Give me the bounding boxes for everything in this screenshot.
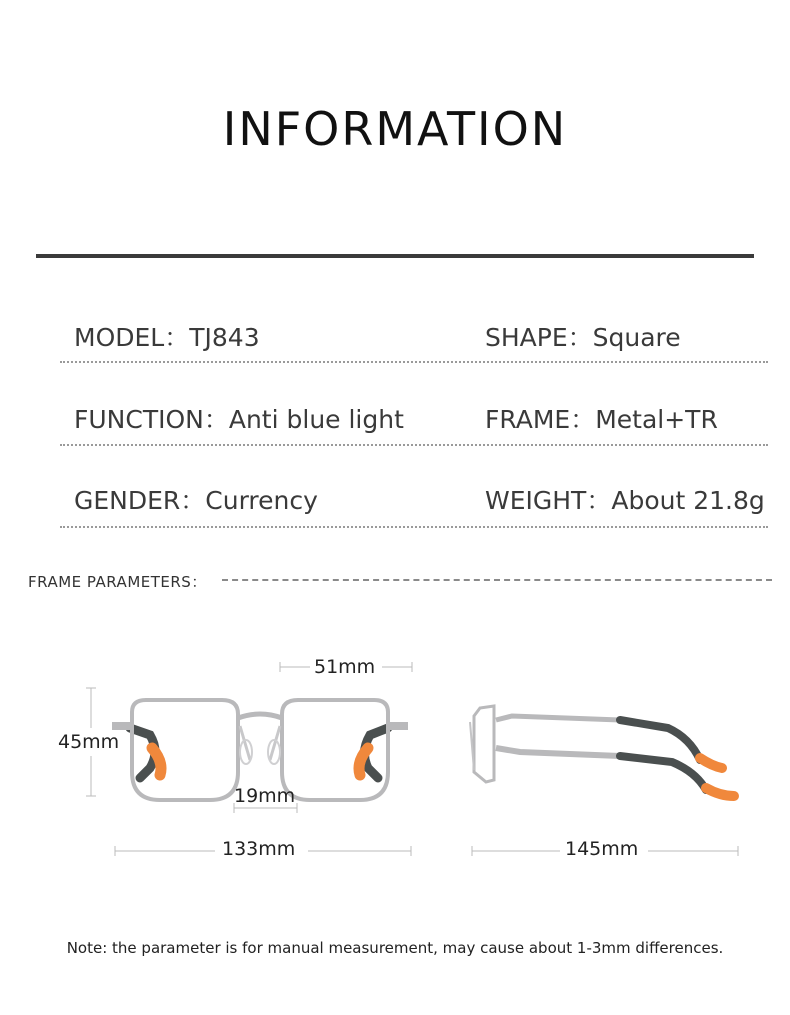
side-front-rim [474,706,494,782]
spec-weight-value: About 21.8g [611,486,765,515]
upper-temple-tip [700,758,722,768]
frame-parameters-label: FRAME PARAMETERS： [28,573,207,591]
nose-pad-arms [240,726,280,760]
lens-width-label: 51mm [314,656,376,678]
lower-temple-dark [620,756,706,790]
right-hinge [386,722,408,730]
spec-shape-label: SHAPE： [485,323,593,352]
spec-gender-label: GENDER： [74,486,206,515]
lower-temple-tip [706,788,734,796]
left-hinge [112,722,134,730]
spec-gender-value: Currency [205,486,318,515]
bridge [238,714,282,718]
spec-frame-value: Metal+TR [595,405,718,434]
spec-shape-value: Square [592,323,681,352]
temple-length-label: 145mm [565,838,639,860]
bridge-width-label: 19mm [234,785,296,807]
spec-function-label: FUNCTION： [74,405,229,434]
lens-height-label: 45mm [58,731,120,753]
page-title: INFORMATION [222,102,568,156]
upper-temple-metal [496,716,620,720]
frame-width-label: 133mm [222,838,296,860]
spec-model-value: TJ843 [189,323,260,352]
measurement-note: Note: the parameter is for manual measurement, may cause about 1-3mm differences. [66,939,724,957]
spec-function-value: Anti blue light [228,405,404,434]
spec-model-label: MODEL： [74,323,190,352]
spec-frame-label: FRAME： [485,405,596,434]
lower-temple-metal [496,748,620,756]
spec-weight-label: WEIGHT： [485,486,612,515]
side-view [470,706,734,796]
